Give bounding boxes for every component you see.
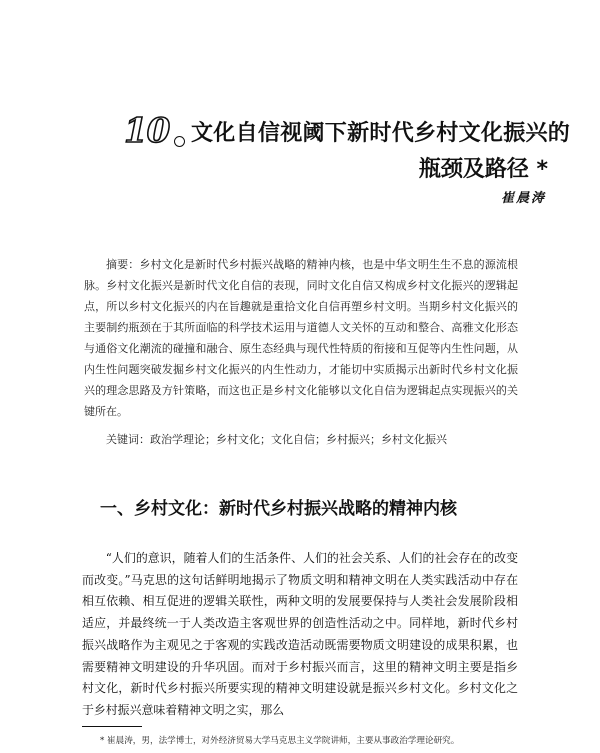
author-footnote: * 崔晨涛，男，法学博士，对外经济贸易大学马克思主义学院讲师，主要从事政治学理论研究。 [100,736,460,746]
keywords-text: 政治学理论；乡村文化；文化自信；乡村振兴；乡村文化振兴 [150,433,447,446]
keywords [106,430,536,450]
chapter-number: 10 [124,111,170,151]
abstract-label: 摘要： [106,258,140,271]
body-paragraph: “人们的意识，随着人们的生活条件、人们的社会关系、人们的社会存在的改变而改变。”马克思的这句话鲜明地揭示了物质文明和精神文明在人类实践活动中存在相互依赖、相互促进的逻辑关联性，两种文明的发展要保持与人类社会发展阶段相适应，并最终统一于人类改造主客观世界的创造性活动之中。同样地，新时代乡村振兴战略作为主观见之于客观的实践改造活动既需要物质文明建设的成果积累，也需要精神文明建设的升华巩固。而对于乡村振兴而言，这里的精神文明主要是指乡村文化，新时代乡村振兴所要实现的精神文明建设就是振兴乡村文化。乡村文化之于乡村振兴意味着精神文明之实，那么 [82,551,518,717]
article-title-line-2: 瓶颈及路径 * [418,157,548,182]
abstract [84,254,518,422]
article-title-line-1: 文化自信视阈下新时代乡村文化振兴的 [191,121,571,146]
footnote-divider [82,726,142,727]
keywords-label: 关键词： [106,433,150,446]
chapter-number-dot [174,136,185,147]
section-heading: 一、乡村文化：新时代乡村振兴战略的精神内核 [100,499,457,519]
abstract-text: 乡村文化是新时代乡村振兴战略的精神内核，也是中华文明生生不息的源流根脉。乡村文化振兴是新时代文化自信的表现，同时文化自信又构成乡村文化振兴的逻辑起点，所以乡村文化振兴的内在旨趣就是重拾文化自信再塑乡村文明。当期乡村文化振兴的主要制约瓶颈在于其所面临的科学技术运用与道德人文关怀的互动和整合、高雅文化形态与通俗文化潮流的碰撞和融合、原生态经典与现代性特质的衔接和互促等内生性问题，从内生性问题突破发掘乡村文化振兴的内生性动力，才能切中实质揭示出新时代乡村文化振兴的理念思路及方针策略，而这也正是乡村文化能够以文化自信为逻辑起点实现振兴的关键所在。 [84,258,519,418]
author-name: 崔晨涛 [500,191,546,206]
